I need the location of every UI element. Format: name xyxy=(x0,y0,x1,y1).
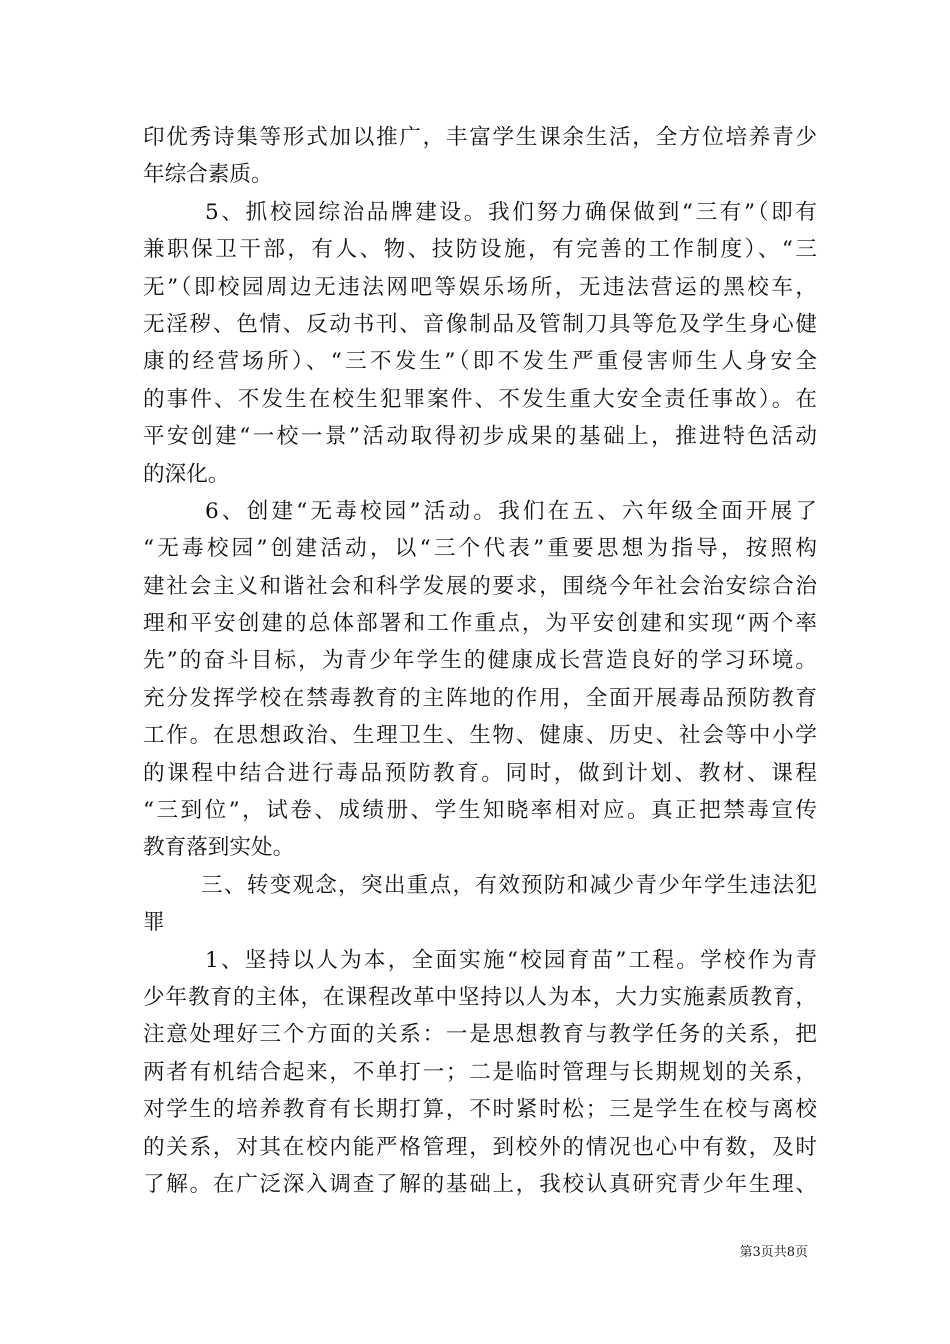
text-line: 工作。在思想政治、生理卫生、生物、健康、历史、社会等中小学 xyxy=(143,723,817,749)
text-line: 兼职保卫干部，有人、物、技防设施，有完善的工作制度）、“三 xyxy=(143,237,817,263)
text-line: 对学生的培养教育有长期打算，不时紧时松；三是学生在校与离校 xyxy=(143,1097,817,1123)
section-heading-continuation: 罪 xyxy=(143,910,165,936)
text-line: 的课程中结合进行毒品预防教育。同时，做到计划、教材、课程 xyxy=(143,760,817,786)
text-line: 理和平安创建的总体部署和工作重点，为平安创建和实现“两个率 xyxy=(143,611,817,637)
text-line: 充分发挥学校在禁毒教育的主阵地的作用，全面开展毒品预防教育 xyxy=(143,685,817,711)
text-line: 的深化。 xyxy=(143,461,230,487)
page-number-footer: 第3页共8页 xyxy=(739,1245,808,1260)
text-line: 的关系，对其在校内能严格管理，到校外的情况也心中有数，及时 xyxy=(143,1134,817,1160)
paragraph-first-line: 5、抓校园综治品牌建设。我们努力确保做到“三有”（即有 xyxy=(205,199,817,225)
text-line: 无”（即校园周边无违法网吧等娱乐场所，无违法营运的黑校车， xyxy=(143,274,817,300)
section-heading: 三、转变观念，突出重点，有效预防和减少青少年学生违法犯 xyxy=(201,872,817,898)
text-line: 注意处理好三个方面的关系：一是思想教育与教学任务的关系，把 xyxy=(143,1022,817,1048)
text-line: “无毒校园”创建活动，以“三个代表”重要思想为指导，按照构 xyxy=(143,536,817,562)
document-body xyxy=(143,119,817,1203)
text-line: “三到位”，试卷、成绩册、学生知晓率相对应。真正把禁毒宣传 xyxy=(143,798,817,824)
text-line: 了解。在广泛深入调查了解的基础上，我校认真研究青少年生理、 xyxy=(143,1171,817,1197)
text-line: 印优秀诗集等形式加以推广，丰富学生课余生活，全方位培养青少 xyxy=(143,125,817,150)
text-line: 少年教育的主体，在课程改革中坚持以人为本，大力实施素质教育， xyxy=(143,984,817,1010)
text-line: 的事件、不发生在校生犯罪案件、不发生重大安全责任事故）。在 xyxy=(143,386,817,412)
text-line: 年综合素质。 xyxy=(143,162,273,188)
text-line: 先”的奋斗目标，为青少年学生的健康成长营造良好的学习环境。 xyxy=(143,648,817,674)
paragraph-first-line: 1、坚持以人为本，全面实施“校园育苗”工程。学校作为青 xyxy=(205,947,817,973)
text-line: 教育落到实处。 xyxy=(143,835,295,861)
text-line: 建社会主义和谐社会和科学发展的要求，围绕今年社会治安综合治 xyxy=(143,573,817,599)
text-line: 平安创建“一校一景”活动取得初步成果的基础上，推进特色活动 xyxy=(143,424,817,450)
text-line: 无淫秽、色情、反动书刊、音像制品及管制刀具等危及学生身心健 xyxy=(143,311,817,337)
text-line: 康的经营场所）、“三不发生”（即不发生严重侵害师生人身安全 xyxy=(143,349,817,375)
text-line: 两者有机结合起来，不单打一；二是临时管理与长期规划的关系， xyxy=(143,1059,817,1085)
paragraph-first-line: 6、创建“无毒校园”活动。我们在五、六年级全面开展了 xyxy=(205,498,817,524)
